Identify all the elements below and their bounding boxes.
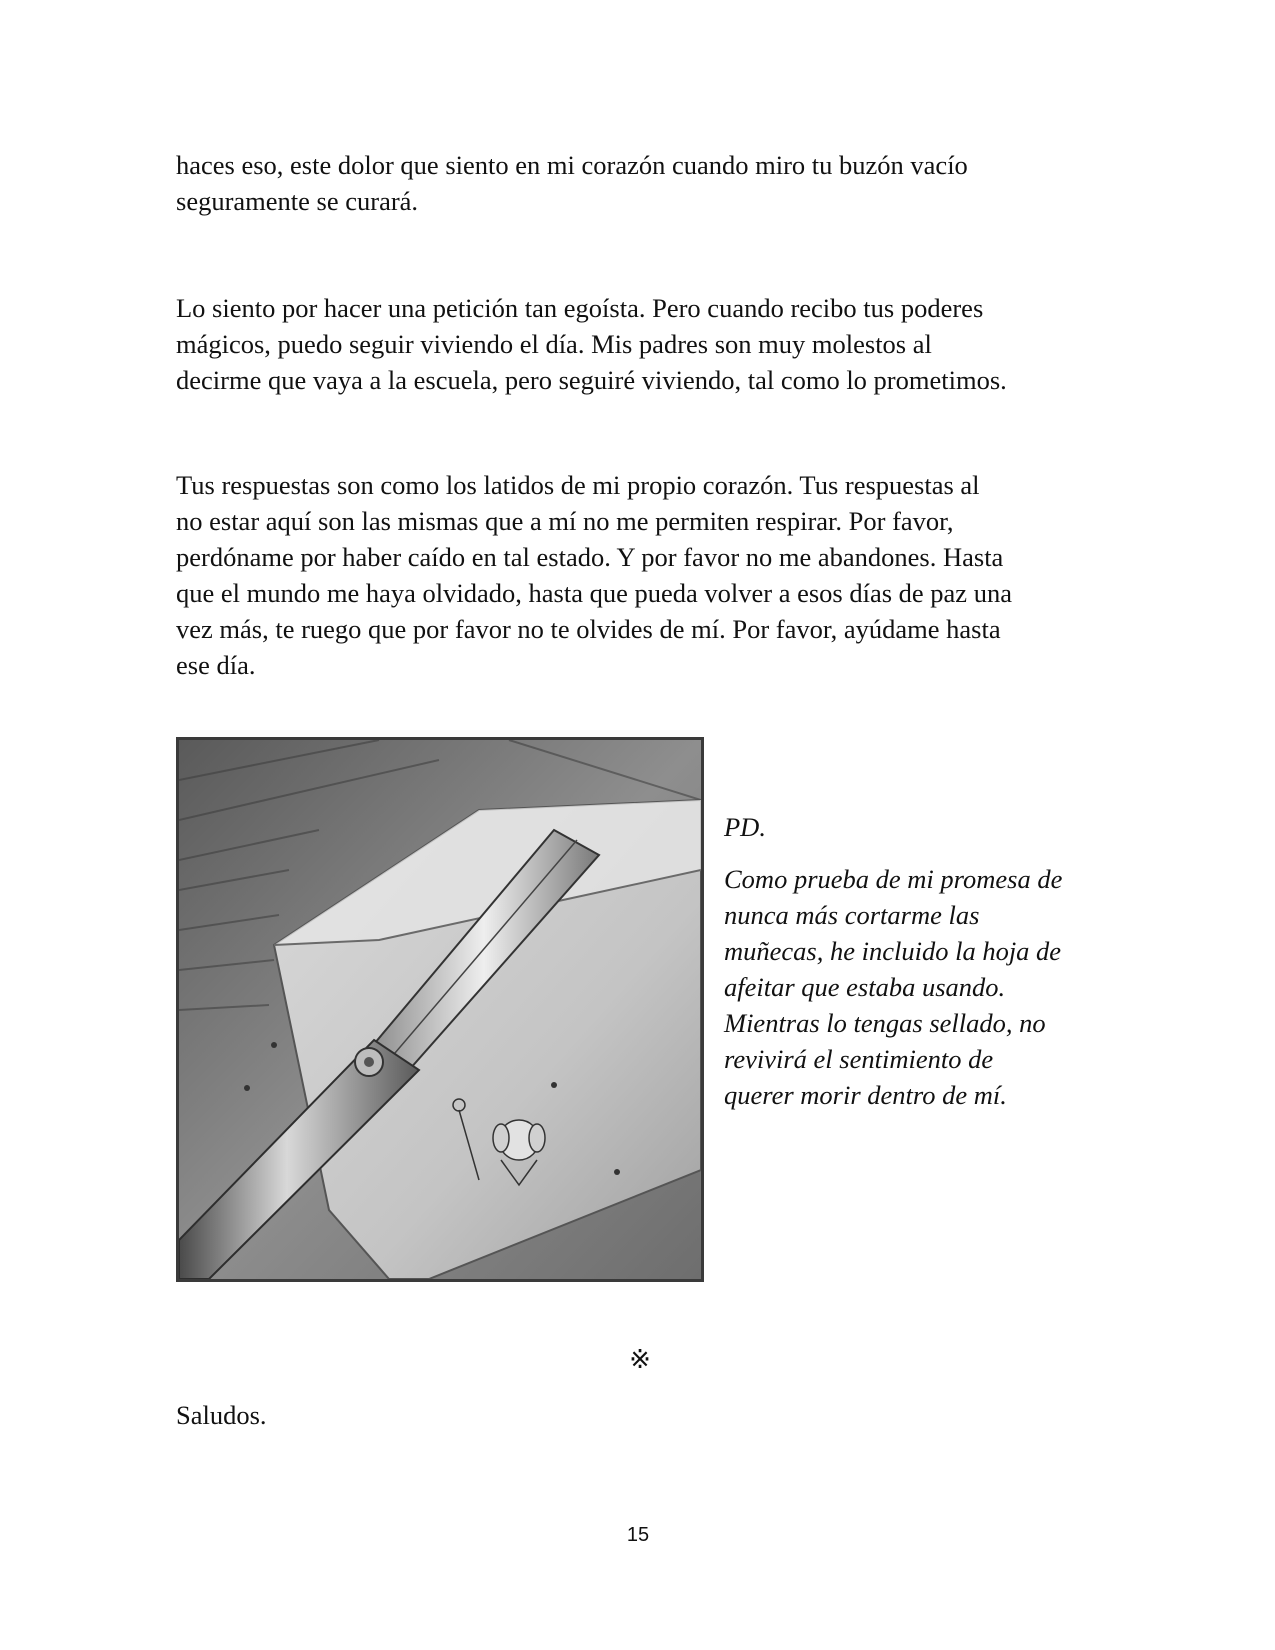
postscript-label: PD. [724, 812, 766, 842]
postscript-text: Como prueba de mi promesa de nunca más cortarme las muñecas, he incluido la hoja de afeitar que estaba usando. Mientras lo tengas sellado, no revivirá el sentimiento de querer morir dentro de mí. [724, 864, 1063, 1110]
section-separator: ※ [629, 1345, 651, 1375]
paragraph-2: Lo siento por hacer una petición tan egoísta. Pero cuando recibo tus poderes mágicos, puedo seguir viviendo el día. Mis padres son muy molestos al decirme que vaya a la escuela, pero seguiré viviendo, tal como lo prometimos. [176, 293, 1007, 395]
paragraph-3: Tus respuestas son como los latidos de mi propio corazón. Tus respuestas al no estar aquí son las mismas que a mí no me permiten respirar. Por favor, perdóname por haber caído en tal estado. Y por favor no me abandones. Hasta que el mundo me haya olvidado, hasta que pueda volver a esos días de paz una vez más, te ruego que por favor no te olvides de mí. Por favor, ayúdame hasta ese día. [176, 470, 1012, 680]
closing-text: Saludos. [176, 1400, 267, 1430]
paragraph-1: haces eso, este dolor que siento en mi corazón cuando miro tu buzón vacío seguramente se curará. [176, 150, 968, 216]
page-number: 15 [626, 1524, 650, 1546]
razor-envelope-illustration [176, 737, 704, 1282]
